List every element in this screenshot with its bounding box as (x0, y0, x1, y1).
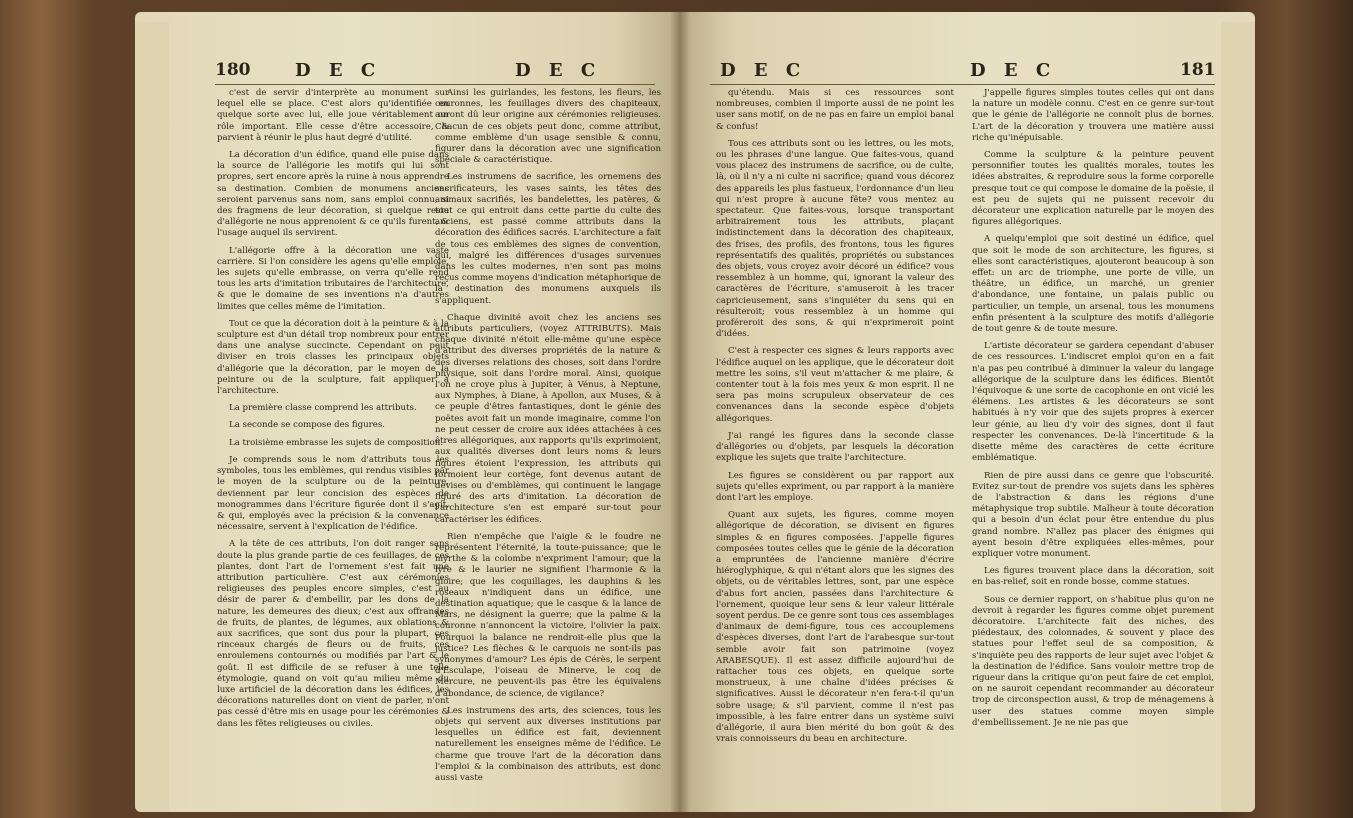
paragraph: Chaque divinité avoit chez les anciens ses attributs particuliers, (voyez ATTRIBUTS). Mais chaque divinité n'étoit elle-même qu'une espèce d'attribut des diverses propriétés de la nature & des diverses relations des choses, soit dans l'ordre physique, soit dans l'ordre moral. Ainsi, quoique l'on ne croye plus à Jupiter, à Vénus, à Neptune, aux Nymphes, à Diane, à Apollon, aux Muses, & à ce peuple d'êtres fantastiques, dont le génie des poëtes avoit fait un monde imaginaire, comme l'on ne peut cesser de croire aux idées attachées à ces êtres allégoriques, aux rapports qu'ils exprimoient, aux qualités diverses dont leurs noms & leurs figures étoient l'expression, les attributs qui formoient leur cortège, font devenus autant de devises ou d'emblèmes, qui continuent le langage figuré des arts d'imitation. La décoration de l'architecture s'en est emparé sur-tout pour caractériser les édifices. (435, 312, 661, 525)
header-rule (710, 84, 1215, 85)
right-page (680, 12, 1255, 812)
running-head: D E C (720, 60, 807, 81)
text-column-left (716, 88, 954, 751)
paragraph: Tous ces attributs sont ou les lettres, ou les mots, ou les phrases d'une langue. Que faites-vous, quand vous placez des instrumens de sacrifice, ou de culte, là, où il n'y a ni culte ni sacrifice; quand vous décorez des appareils les plus fastueux, l'ordonnance d'un lieu qui n'est propre à aucune fête? vous mentez au spectateur. Que faites-vous, lorsque transportant arbitrairement tous les attributs, plaçant indistinctement dans la décoration des chapiteaux, des frises, des profils, des frontons, tous les figures représentatifs des qualités, propriétés ou substances des objets, vous croyez avoir décoré un édifice? vous ressemblez à un homme, qui, ignorant la valeur des caractères de l'écriture, s'amuseroit à les tracer capricieusement, sans s'inquiéter du sens qui en résulteroit; vous ressemblez à un homme qui proféreroit des sons, & qui n'exprimeroit point d'idées. (716, 138, 954, 340)
paragraph: J'appelle figures simples toutes celles qui ont dans la nature un modèle connu. C'est en ce genre sur-tout que le génie de l'allégorie ne connoît plus de bornes. L'art de la décoration y trouvera une matière aussi riche qu'inépuisable. (972, 88, 1214, 143)
text-column-right (972, 88, 1214, 735)
open-book (135, 12, 1260, 812)
paragraph: La seconde se compose des figures. (229, 420, 385, 431)
paragraph: La décoration d'un édifice, quand elle puise dans la source de l'allégorie les motifs qui lui sont propres, sert encore après la ruine à nous apprendre sa destination. Combien de monumens anciens seroient parvenus sans nom, sans emploi connu, si des fragmens de leur décoration, si quelque reste d'allégorie ne nous apprenoient & ce qu'ils furent, & l'usage auquel ils servirent. (217, 150, 449, 239)
running-head: D E C (515, 60, 602, 81)
paragraph: Je comprends sous le nom d'attributs tous les symboles, tous les emblèmes, qui rendus visibles par le moyen de la sculpture ou de la peinture, deviennent par leur concision des espèces de monogrammes dans l'écriture figurée dont il s'agit, & qui, employés avec la précision & la convenance nécessaire, servent à l'explication de l'édifice. (217, 454, 449, 533)
paragraph: La première classe comprend les attributs. (229, 403, 417, 414)
running-head: D E C (295, 60, 382, 81)
paragraph: L'allégorie offre à la décoration une vaste carrière. Si l'on considère les agens qu'elle emploie, les sujets qu'elle embrasse, on verra qu'elle rend tous les arts d'imitation tributaires de l'architecture, & que le domaine de ses inventions n'a d'autres limites que celles même de l'imitation. (217, 245, 449, 312)
left-page (135, 12, 680, 812)
paragraph: Sous ce dernier rapport, on s'habitue plus qu'on ne devroit à regarder les figures comme objet purement décoratoire. L'architecte fait des niches, des piédestaux, des colonnades, & souvent y place des statues pour l'effet seul de sa composition, & s'inquiète peu des rapports de leur sujet avec l'objet & la destination de l'édifice. Sans vouloir mettre trop de rigueur dans la critique qu'on peut faire de cet emploi, on ne sauroit cependant recommander au décorateur trop de circonspection aussi, & trop de ménagemens à user des statues comme moyen simple d'embellissement. Je ne nie pas que (972, 594, 1214, 728)
paragraph: J'ai rangé les figures dans la seconde classe d'allégories ou d'objets, par lesquels la décoration explique les sujets que traite l'architecture. (716, 430, 954, 464)
book-gutter (670, 12, 690, 812)
paragraph: C'est à respecter ces signes & leurs rapports avec l'édifice auquel on les applique, que le décorateur doit mettre les soins, s'il veut m'attacher & me plaire, & contenter tout à la fois mes yeux & mon esprit. Il ne sera pas moins scrupuleux observateur de ces convenances dans la seconde espèce d'objets allégoriques. (716, 346, 954, 424)
paragraph: qu'étendu. Mais si ces ressources sont nombreuses, combien il importe aussi de ne point les user sans motif, on de ne pas en faire un emploi banal & confus! (716, 88, 954, 132)
left-page-edge (135, 22, 169, 812)
paragraph: Rien de pire aussi dans ce genre que l'obscurité. Evitez sur-tout de prendre vos sujets dans les sphères de l'abstraction & dans les régions d'une métaphysique trop subtile. Malheur à toute décoration qui a besoin d'un éclat pour être entendue du plus grand nombre. N'allez pas placer des énigmes qui ayent besoin d'être expliquées elles-mêmes, pour expliquer votre monument. (972, 470, 1214, 559)
paragraph: c'est de servir d'interprète au monument sur lequel elle se place. C'est alors qu'identifiée en quelque sorte avec lui, elle joue véritablement un rôle important. Elle cesse d'être accessoire, & parvient à réunir le plus haut degré d'utilité. (217, 88, 449, 143)
header-rule (215, 84, 655, 85)
paragraph: La troisième embrasse les sujets de composition. (229, 437, 444, 448)
paragraph: Les instrumens de sacrifice, les ornemens des sacrificateurs, les vases saints, les têtes des animaux sacrifiés, les bandelettes, les patères, & tout ce qui entroit dans cette partie du culte des anciens, est passé comme attributs dans la décoration des édifices sacrés. L'architecture a fait de tous ces emblèmes des signes de convention, qui, malgré les différences d'usages survenues dans les cultes modernes, n'en sont pas moins reçus comme moyens d'indication métaphorique de la destination des monumens auxquels ils s'appliquent. (435, 172, 661, 306)
right-page-edge (1221, 22, 1255, 812)
page-number: 180 (215, 60, 251, 80)
paragraph: Les figures trouvent place dans la décoration, soit en bas-relief, soit en ronde bosse, comme statues. (972, 566, 1214, 588)
paragraph: Quant aux sujets, les figures, comme moyen allégorique de décoration, se divisent en figures simples & en figures composées. J'appelle figures composées toutes celles que le génie de la décoration a empruntées de l'ancienne manière d'écrire hiéroglyphique, & qui n'étant alors que les signes des objets, ou de véritables lettres, sont, par une espèce d'abus fort ancien, passées dans l'architecture & l'ornement, quoique leur sens & leur valeur littérale soyent perdus. De ce genre sont tous ces assemblages d'animaux de demi-figure, tous ces accouplemens d'espèces diverses, dont l'art de l'arabesque sur-tout semble avoir fait son patrimoine (voyez ARABESQUE). Il est assez difficile aujourd'hui de rattacher tous ces objets, en quelque sorte monstrueux, à une chaîne d'idées précises & significatives. Aussi le décorateur n'en fera-t-il qu'un sobre usage; & s'il parvient, comme il n'est pas impossible, à les faire entrer dans un système suivi d'allégorie, il aura bien mérité du bon goût & des vrais connoisseurs du beau en architecture. (716, 510, 954, 745)
paragraph: Les figures se considèrent ou par rapport aux sujets qu'elles expriment, ou par rapport à la manière dont l'art les employe. (716, 470, 954, 503)
running-head: D E C (970, 60, 1057, 81)
paragraph: A quelqu'emploi que soit destiné un édifice, quel que soit le mode de son architecture, les figures, si elles sont caractéristiques, ajouteront beaucoup à son effet: un arc de triomphe, une porte de ville, un théâtre, un édifice, un marché, un grenier d'abondance, une fontaine, un palais public ou particulier, un temple, un arsenal, tous les monumens enfin présentent à la sculpture des motifs d'allégorie de tout genre & de toute mesure. (972, 234, 1214, 335)
paragraph: Tout ce que la décoration doit à la peinture & à la sculpture est d'un détail trop nombreux pour entrer dans une analyse succincte. Cependant on peut diviser en trois classes les principaux objets d'allégorie que la décoration, par le moyen de la peinture ou de la sculpture, fait appliquer à l'architecture. (217, 318, 449, 397)
paragraph: Comme la sculpture & la peinture peuvent personnifier toutes les qualités morales, toutes les idées abstraites, & reproduire sous la forme corporelle presque tout ce qui compose le domaine de la poësie, il est peu de sujets qui ne puissent recevoir du décorateur une explication naturelle par le moyen des figures allégoriques. (972, 150, 1214, 228)
paragraph: Ainsi les guirlandes, les festons, les fleurs, les couronnes, les feuillages divers des chapiteaux, auront dû leur origine aux cérémonies religieuses. Chacun de ces objets peut donc, comme attribut, comme emblème d'un usage sensible & connu, figurer dans la décoration avec une signification spéciale & caractéristique. (435, 88, 661, 166)
paragraph: L'artiste décorateur se gardera cependant d'abuser de ces ressources. L'indiscret emploi qu'on en a fait n'a pas peu contribué à diminuer la valeur du langage allégorique de la sculpture dans les édifices. Bientôt l'équivoque & une sorte de cacophonie en ont vicié les élémens. Les artistes & les décorateurs se sont habitués à n'y voir que des sujets propres à exercer leur génie, au lieu d'y voir des signes, dont il faut respecter les convenances. De-là l'incertitude & la disette même des caractères de cette écriture emblématique. (972, 341, 1214, 464)
page-number: 181 (1180, 60, 1216, 80)
paragraph: Rien n'empêche que l'aigle & le foudre ne représentent l'éternité, la toute-puissance; que le myrthe & la colombe n'expriment l'amour; que la lyre & le laurier ne signifient l'harmonie & la gloire; que les coquillages, les dauphins & les roseaux n'indiquent dans un édifice, une destination aquatique; que le casque & la lance de Mars, ne désignent la guerre; que la palme & la couronne n'annoncent la victoire, l'olivier la paix. Pourquoi la balance ne rendroit-elle plus que la justice? Les flèches & le carquois ne sont-ils pas synonymes d'amour? Les épis de Cérès, le serpent d'Esculape, l'oiseau de Minerve, le coq de Mercure, ne peuvent-ils pas être les équivalens d'abondance, de science, de vigilance? (435, 531, 661, 699)
text-column-left (217, 88, 449, 736)
text-column-right (435, 88, 661, 790)
paragraph: A la tête de ces attributs, l'on doit ranger sans doute la plus grande partie de ces feuillages, de ces plantes, dont l'art de l'ornement s'est fait une attribution particulière. C'est aux cérémonies religieuses des peuples encore simples, c'est au désir de parer & d'embellir, par les dons de la nature, les demeures des dieux; c'est aux offrandes de fruits, de plantes, de légumes, aux oblations & aux sacrifices, que sont dus pour la plupart, ces rinceaux chargés de fleurs ou de fruits, ces enroulemens contournés ou modifiés par l'art & le goût. Il est difficile de se refuser à une telle étymologie, quand on voit qu'au milieu même du luxe artificiel de la décoration dans les édifices, les décorations naturelles dont on vient de parler, n'ont pas cessé d'être mis en usage pour les cérémonies & dans les fêtes religieuses ou civiles. (217, 539, 449, 729)
paragraph: Les instrumens des arts, des sciences, tous les objets qui servent aux diverses institutions par lesquelles un édifice est fait, deviennent naturellement les enseignes même de l'édifice. Le charme que trouve l'art de la décoration dans l'emploi & la combinaison des attributs, est donc aussi vaste (435, 705, 661, 783)
